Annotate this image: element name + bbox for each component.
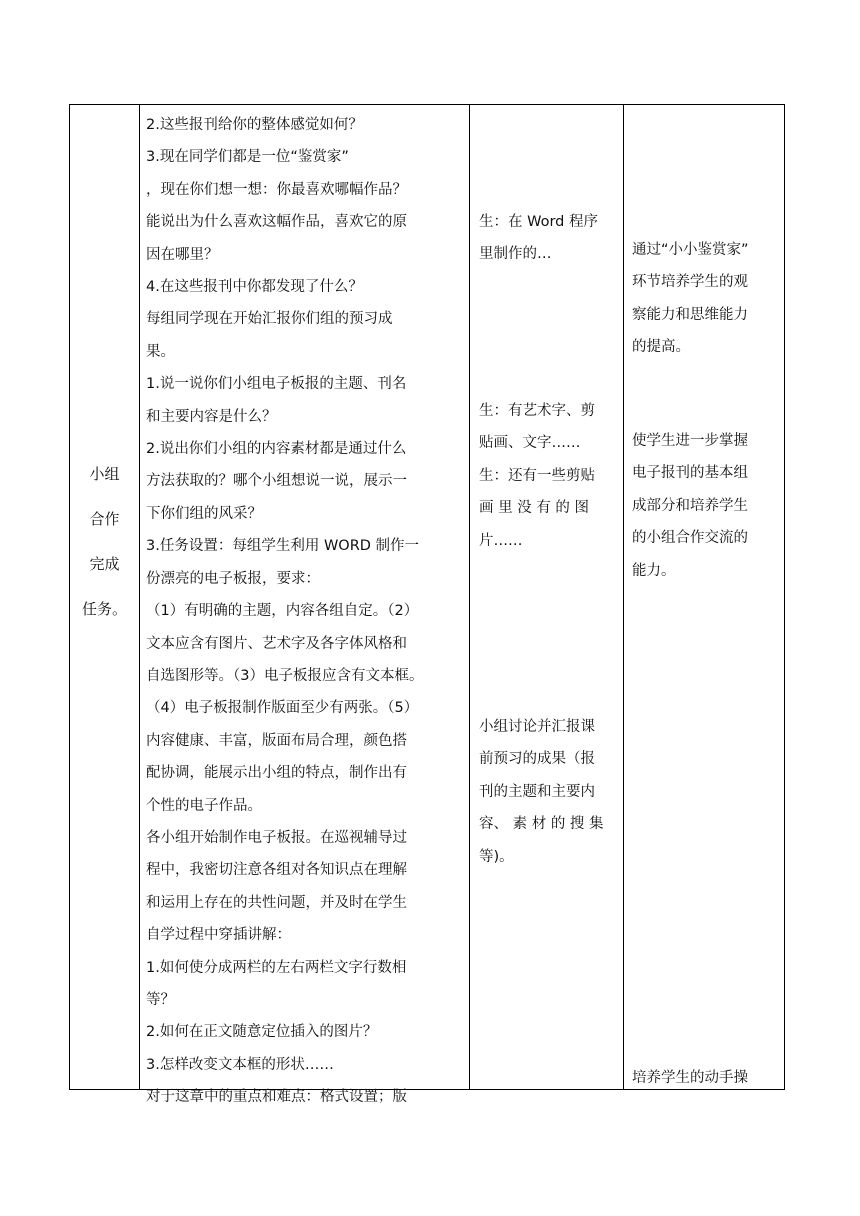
text-line: 的小组合作交流的 bbox=[632, 530, 748, 547]
stage-label-line: 完成 bbox=[89, 555, 120, 573]
text-line: 生：在 Word 程序 bbox=[479, 214, 598, 230]
text-line: 环节培养学生的观 bbox=[632, 274, 748, 291]
text-line: 片…… bbox=[479, 532, 523, 549]
text-line: 份漂亮的电子板报，要求： bbox=[146, 570, 320, 587]
text-line: 生：还有一些剪贴 bbox=[479, 467, 595, 484]
student-activity-block bbox=[479, 206, 621, 271]
text-line: 电子报刊的基本组 bbox=[632, 465, 748, 482]
text-line: 能力。 bbox=[632, 562, 676, 579]
text-line: 画 里 没 有 的 图 bbox=[479, 500, 590, 517]
column-divider bbox=[623, 104, 624, 1090]
text-line: 培养学生的动手操 bbox=[632, 1070, 748, 1086]
text-line: ，现在你们想一想：你最喜欢哪幅作品？ bbox=[146, 181, 407, 198]
text-line: 2.如何在正文随意定位插入的图片？ bbox=[146, 1024, 378, 1041]
text-line: 等)。 bbox=[479, 848, 514, 865]
text-line: 果。 bbox=[146, 343, 175, 360]
text-line: 下你们组的风采？ bbox=[146, 505, 262, 522]
text-line: 对于这章中的重点和难点：格式设置；版 bbox=[146, 1089, 407, 1106]
text-line: 生：有艺术字、剪 bbox=[479, 403, 595, 419]
text-line: 各小组开始制作电子板报。在巡视辅导过 bbox=[146, 829, 407, 846]
text-line: 刊的主题和主要内 bbox=[479, 783, 595, 800]
text-line: 能说出为什么喜欢这幅作品，喜欢它的原 bbox=[146, 214, 407, 231]
text-line: 程中，我密切注意各组对各知识点在理解 bbox=[146, 862, 407, 879]
text-line: 文本应含有图片、艺术字及各字体风格和 bbox=[146, 635, 407, 652]
text-line: 的提高。 bbox=[632, 339, 690, 356]
stage-label-cell bbox=[70, 452, 139, 632]
text-line: 3.任务设置：每组学生利用 WORD 制作一 bbox=[146, 538, 420, 555]
design-intent-block bbox=[632, 425, 784, 587]
text-line: 通过“小小鉴赏家” bbox=[632, 242, 749, 258]
student-activity-block bbox=[479, 395, 621, 557]
stage-label-line: 任务。 bbox=[81, 600, 127, 618]
text-line: 3.现在同学们都是一位“鉴赏家” bbox=[146, 149, 349, 166]
text-line: 个性的电子作品。 bbox=[146, 797, 262, 814]
text-line: 方法获取的？哪个小组想说一说，展示一 bbox=[146, 473, 407, 490]
text-line: 察能力和思维能力 bbox=[632, 306, 748, 323]
text-line: 4.在这些报刊中你都发现了什么？ bbox=[146, 279, 363, 296]
text-line: 自学过程中穿插讲解： bbox=[146, 927, 291, 944]
text-line: 2.这些报刊给你的整体感觉如何？ bbox=[146, 117, 363, 133]
text-line: 内容健康、丰富，版面布局合理，颜色搭 bbox=[146, 732, 407, 749]
teacher-activity-cell bbox=[146, 109, 464, 1114]
text-line: 里制作的… bbox=[479, 246, 552, 263]
text-line: 2.说出你们小组的内容素材都是通过什么 bbox=[146, 441, 407, 458]
text-line: 每组同学现在开始汇报你们组的预习成 bbox=[146, 311, 393, 328]
text-line: 小组讨论并汇报课 bbox=[479, 719, 595, 735]
text-line: （4）电子板报制作版面至少有两张。（5） bbox=[146, 700, 419, 717]
text-line: 1.说一说你们小组电子板报的主题、刊名 bbox=[146, 376, 407, 393]
text-line: 等？ bbox=[146, 991, 175, 1008]
text-line: 前预习的成果（报 bbox=[479, 751, 595, 768]
column-divider bbox=[139, 104, 140, 1090]
design-intent-block bbox=[632, 1062, 784, 1094]
design-intent-block bbox=[632, 234, 784, 364]
stage-label-line: 合作 bbox=[89, 510, 120, 528]
stage-label-line: 小组 bbox=[89, 465, 120, 483]
text-line: 成部分和培养学生 bbox=[632, 497, 748, 514]
text-line: 和主要内容是什么？ bbox=[146, 408, 277, 425]
text-line: 容、 素 材 的 搜 集 bbox=[479, 816, 604, 833]
text-line: 1.如何使分成两栏的左右两栏文字行数相 bbox=[146, 959, 407, 976]
text-line: 使学生进一步掌握 bbox=[632, 433, 748, 449]
text-line: 3.怎样改变文本框的形状…… bbox=[146, 1056, 334, 1073]
text-line: 自选图形等。（3）电子板报应含有文本框。 bbox=[146, 667, 424, 684]
text-line: 配协调，能展示出小组的特点，制作出有 bbox=[146, 765, 407, 782]
column-divider bbox=[469, 104, 470, 1090]
text-line: 贴画、文字…… bbox=[479, 435, 581, 452]
text-line: 因在哪里？ bbox=[146, 246, 219, 263]
text-line: 和运用上存在的共性问题，并及时在学生 bbox=[146, 894, 407, 911]
text-line: （1）有明确的主题，内容各组自定。（2） bbox=[146, 603, 419, 620]
student-activity-block bbox=[479, 711, 621, 873]
